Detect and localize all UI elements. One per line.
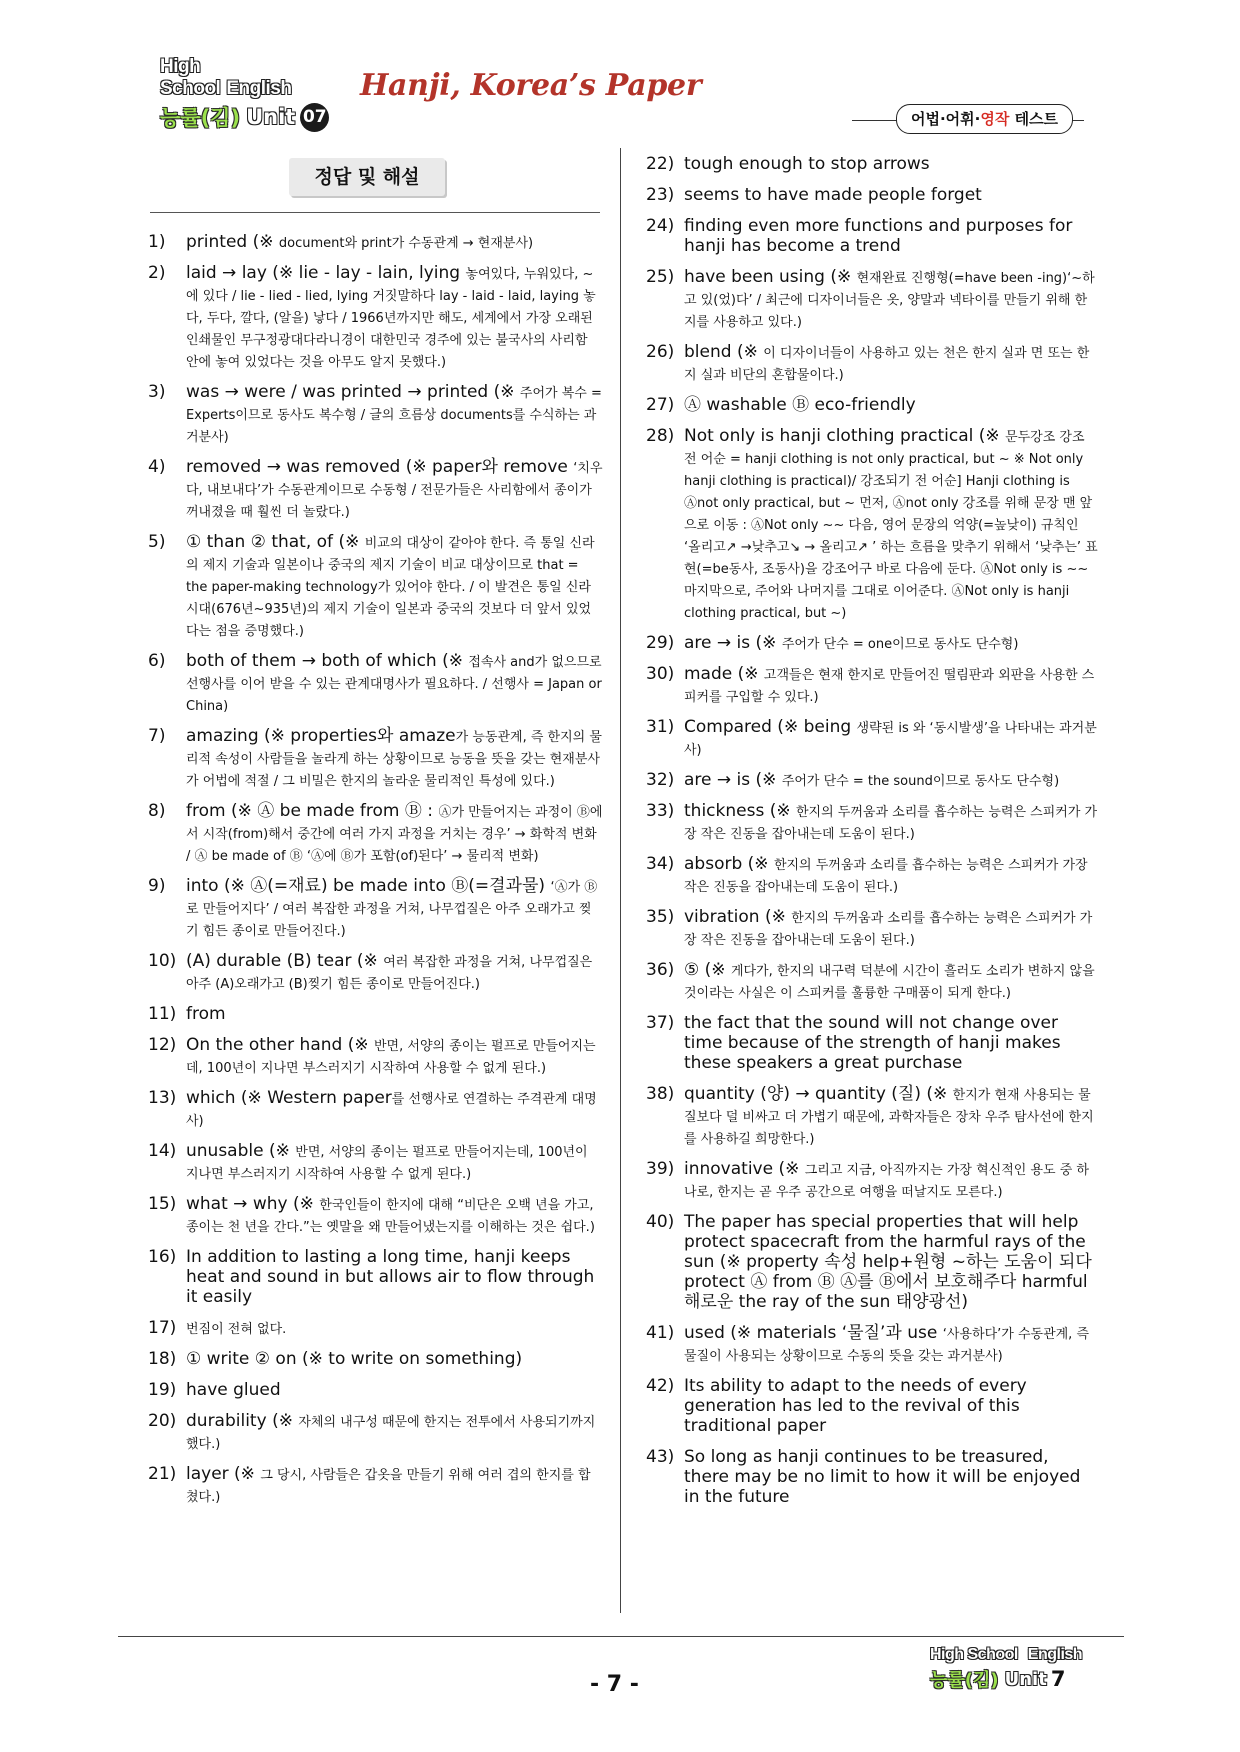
answer-text: printed (※ [186, 232, 279, 252]
answer-number: 20) [148, 1411, 177, 1431]
answer-text: So long as hanji continues to be treasured, there may be no limit to how it will be enjoyed in the future [684, 1447, 1081, 1507]
test-label-suffix: 테스트 [1009, 110, 1059, 128]
answer-number: 11) [148, 1004, 177, 1024]
answer-note: 주어가 단수 = the sound이므로 동사도 단수형) [781, 774, 1060, 789]
answer-text: are → is (※ [684, 770, 782, 790]
answer-item [646, 907, 1098, 951]
answer-item [148, 726, 603, 792]
brand-high-school: High School [160, 56, 221, 99]
answer-item [148, 951, 603, 995]
column-divider [620, 148, 621, 1613]
brand-bottom [160, 102, 330, 132]
answer-number: 16) [148, 1247, 177, 1267]
answer-text: which (※ Western paper [186, 1088, 392, 1108]
answers-right-column [646, 154, 1098, 1518]
answer-note: 자체의 내구성 때문에 한지는 전투에서 사용되기까지 했다.) [186, 1415, 596, 1452]
answer-item [646, 342, 1098, 386]
answer-text: blend (※ [684, 342, 764, 362]
answer-note: Ⓐ가 만들어지는 과정이 Ⓑ에서 시작(from)해서 중간에 여러 가지 과정을 거치는 경우’ → 화학적 변화 / Ⓐ be made of Ⓑ ‘Ⓐ에 Ⓑ가 포함(of)된다’ → 물리적 변화) [186, 805, 603, 864]
answer-item [646, 1084, 1098, 1150]
answer-text: used (※ materials ‘물질’과 use [684, 1323, 943, 1343]
answer-note: 반면, 서양의 종이는 펄프로 만들어지는데, 100년이 지나면 부스러지기 시작하여 사용할 수 없게 된다.) [186, 1145, 588, 1182]
answer-text: layer (※ [186, 1464, 261, 1484]
answer-text: Not only is hanji clothing practical (※ [684, 426, 1006, 446]
answer-number: 19) [148, 1380, 177, 1400]
answer-note: 이 디자이너들이 사용하고 있는 천은 한지 실과 면 또는 한지 실과 비단의 혼합물이다.) [684, 346, 1090, 383]
answer-item [646, 185, 1098, 207]
answer-item [148, 263, 603, 373]
footer-unit-number: 7 [1050, 1667, 1066, 1691]
answer-item [148, 1318, 603, 1340]
answer-item [646, 1447, 1098, 1509]
answer-text: unusable (※ [186, 1141, 296, 1161]
answer-text: seems to have made people forget [684, 185, 982, 205]
answer-number: 35) [646, 907, 675, 927]
brand-unit: Unit [246, 105, 296, 129]
answer-text: thickness (※ [684, 801, 796, 821]
footer-brand-unit: Unit [1004, 1668, 1047, 1690]
answer-text: On the other hand (※ [186, 1035, 374, 1055]
answer-number: 26) [646, 342, 675, 362]
answer-number: 37) [646, 1013, 675, 1033]
unit-number-badge: 07 [300, 103, 329, 132]
answer-note: 주어가 단수 = one이므로 동사도 단수형) [781, 637, 1019, 652]
answer-number: 22) [646, 154, 675, 174]
answer-note: 한국인들이 한지에 대해 “비단은 오백 년을 가고, 종이는 천 년을 간다.”는 옛말을 왜 만들어냈는지를 이해하는 것은 쉽다.) [186, 1198, 595, 1235]
answer-item [148, 1088, 603, 1132]
answer-number: 3) [148, 382, 166, 402]
answer-number: 17) [148, 1318, 177, 1338]
answer-number: 7) [148, 726, 166, 746]
answer-text: durability (※ [186, 1411, 299, 1431]
answer-number: 8) [148, 801, 166, 821]
answer-number: 18) [148, 1349, 177, 1369]
answer-text: quantity (양) → quantity (질) (※ [684, 1084, 953, 1104]
answer-note: 그리고 지금, 아직까지는 가장 혁신적인 용도 중 하나로, 한지는 곧 우주 공간으로 여행을 떠날지도 모른다.) [684, 1163, 1089, 1200]
answer-text: from [186, 1004, 226, 1024]
answer-text: vibration (※ [684, 907, 792, 927]
answer-text: absorb (※ [684, 854, 774, 874]
test-label [896, 104, 1073, 134]
answer-note: 를 선행사로 연결하는 주격관계 대명사) [186, 1092, 597, 1129]
answer-item [646, 770, 1098, 792]
answer-note: 한지가 현재 사용되는 물질보다 덜 비싸고 더 가볍기 때문에, 과학자들은 장차 우주 탐사선에 한지를 사용하길 희망한다.) [684, 1088, 1094, 1147]
answer-item [148, 1349, 603, 1371]
answer-number: 36) [646, 960, 675, 980]
footer-brand-top [930, 1646, 1088, 1664]
answer-note: 한지의 두꺼움과 소리를 흡수하는 능력은 스피커가 가장 작은 진동을 잡아내는데 도움이 된다.) [684, 911, 1093, 948]
answer-item [148, 1141, 603, 1185]
answer-number: 25) [646, 267, 675, 287]
answer-number: 39) [646, 1159, 675, 1179]
answer-note: 비교의 대상이 같아야 한다. 즉 통일 신라의 제지 기술과 일본이나 중국의 제지 기술이 비교 대상이므로 that = the paper-making technology가 있어야 한다. / 이 발견은 통일 신라 시대(676년~935년)의 제지 기술이 일본과 중국의 것보다 더 앞서 있었다는 점을 증명했다.) [186, 536, 595, 639]
answer-text: amazing (※ properties와 amaze [186, 726, 456, 746]
answer-text: what → why (※ [186, 1194, 320, 1214]
answer-item [148, 801, 603, 867]
answer-item [148, 1411, 603, 1455]
answer-item [646, 801, 1098, 845]
answer-number: 38) [646, 1084, 675, 1104]
answer-number: 10) [148, 951, 177, 971]
answer-item [148, 1380, 603, 1402]
answer-item [646, 664, 1098, 708]
test-label-prefix: 어법·어휘· [911, 110, 981, 128]
answer-item [646, 1323, 1098, 1367]
answer-number: 5) [148, 532, 166, 552]
answer-section-title: 정답 및 해설 [289, 158, 445, 196]
answer-item [646, 1376, 1098, 1438]
answer-note: 가 능동관계, 즉 한지의 물리적 속성이 사람들을 놀라게 하는 상황이므로 능동을 뜻을 갖는 현재분사가 어법에 적절 / 그 비밀은 한지의 놀라운 물리적인 특성에 있다.) [186, 730, 602, 789]
answer-number: 33) [646, 801, 675, 821]
answer-item [148, 232, 603, 254]
lesson-title: Hanji, Korea’s Paper [360, 68, 702, 103]
answer-item [646, 717, 1098, 761]
answer-number: 30) [646, 664, 675, 684]
answer-number: 23) [646, 185, 675, 205]
answer-number: 41) [646, 1323, 675, 1343]
answer-number: 43) [646, 1447, 675, 1467]
answer-note: 주어가 복수 = Experts이므로 동사도 복수형 / 글의 흐름상 documents를 수식하는 과거분사) [186, 386, 602, 445]
brand-logo [160, 56, 330, 132]
section-rule [150, 212, 600, 213]
brand-english: English [226, 78, 292, 99]
answer-number: 9) [148, 876, 166, 896]
answer-note: 그 당시, 사람들은 갑옷을 만들기 위해 여러 겹의 한지를 합쳤다.) [186, 1468, 591, 1505]
answer-number: 31) [646, 717, 675, 737]
answer-text: was → were / was printed → printed (※ [186, 382, 520, 402]
footer-divider [118, 1636, 1124, 1637]
answer-note: 놓여있다, 누워있다, ~에 있다 / lie - lied - lied, lying 거짓말하다 lay - laid - laid, laying 놓다, 두다, 깔다, (알을) 낳다 / 1966년까지만 해도, 세계에서 가장 오래된 인쇄물인 무구정광대다라니경이 대한민국 경주에 있는 불국사의 사리함 안에 놓여 있었다는 것을 아무도 알지 못했다.) [186, 267, 596, 370]
answer-number: 28) [646, 426, 675, 446]
answer-number: 34) [646, 854, 675, 874]
answer-text: Ⓐ washable Ⓑ eco-friendly [684, 395, 916, 415]
answer-text: finding even more functions and purposes for hanji has become a trend [684, 216, 1073, 256]
answer-text: Compared (※ being [684, 717, 857, 737]
answer-item [148, 532, 603, 642]
answer-text: ① write ② on (※ to write on something) [186, 1349, 523, 1369]
answer-text: innovative (※ [684, 1159, 805, 1179]
answer-note: 여러 복잡한 과정을 거쳐, 나무껍질은 아주 (A)오래가고 (B)찢기 힘든 종이로 만들어진다.) [186, 955, 593, 992]
answer-text: The paper has special properties that will help protect spacecraft from the harmful rays of the sun (※ property 속성 help+원형 ~하는 도움이 되다 protect Ⓐ from Ⓑ Ⓐ를 Ⓑ에서 보호해주다 harmful 해로운 the ray of the sun 태양광선) [684, 1212, 1092, 1312]
answer-item [646, 1013, 1098, 1075]
answer-text: Its ability to adapt to the needs of every generation has led to the revival of this traditional paper [684, 1376, 1027, 1436]
answer-number: 2) [148, 263, 166, 283]
answer-number: 14) [148, 1141, 177, 1161]
answer-text: made (※ [684, 664, 764, 684]
answer-note: 게다가, 한지의 내구력 덕분에 시간이 흘러도 소리가 변하지 않을 것이라는 사실은 이 스피커를 훌륭한 구매품이 되게 한다.) [684, 964, 1095, 1001]
answer-text: into (※ Ⓐ(=재료) be made into Ⓑ(=결과물) [186, 876, 551, 896]
answer-item [148, 1464, 603, 1508]
answer-note: 반면, 서양의 종이는 펄프로 만들어지는데, 100년이 지나면 부스러지기 시작하여 사용할 수 없게 된다.) [186, 1039, 596, 1076]
answer-item [646, 267, 1098, 333]
answer-item [646, 854, 1098, 898]
answer-note: 번짐이 전혀 없다. [186, 1322, 287, 1337]
answer-text: removed → was removed (※ paper와 remove [186, 457, 574, 477]
answer-item [148, 1194, 603, 1238]
answer-number: 6) [148, 651, 166, 671]
footer-brand-english: English [1027, 1646, 1083, 1663]
answer-note: ‘Ⓐ가 Ⓑ로 만들어지다’ / 여러 복잡한 과정을 거쳐, 나무껍질은 아주 오래가고 찢기 힘든 종이로 만들어진다.) [186, 880, 598, 939]
answer-item [646, 154, 1098, 176]
answer-note: 현재완료 진행형(=have been -ing)‘~하고 있(었)다’ / 최근에 디자이너들은 옷, 양말과 넥타이를 만들기 위해 한지를 사용하고 있다.) [684, 271, 1095, 330]
footer-brand-korean: 능률(김) [930, 1670, 999, 1691]
answer-note: ‘치우다, 내보내다’가 수동관계이므로 수동형 / 전문가들은 사리함에서 종이가 꺼내졌을 때 훨씬 더 놀랐다.) [186, 461, 603, 520]
answer-note: ‘사용하다’가 수동관계, 즉 물질이 사용되는 상황이므로 수동의 뜻을 갖는 과거분사) [684, 1327, 1090, 1364]
answer-text: (A) durable (B) tear (※ [186, 951, 384, 971]
answer-note: document와 print가 수동관계 → 현재분사) [278, 236, 534, 251]
test-label-highlight: 영작 [980, 110, 1010, 128]
answer-item [646, 633, 1098, 655]
answer-note: 문두강조 강조 전 어순 = hanji clothing is not only practical, but ~ ※ Not only hanji clothing is practical)/ 강조되기 전 어순] Hanji clothing is Ⓐnot only practical, but ~ 먼저, Ⓐnot only 강조를 위해 문장 맨 앞으로 이동 : ⒶNot only ~~ 다음, 영어 문장의 억양(=높낮이) 규칙인 ‘올리고↗ →낮추고↘ → 올리고↗ ’ 하는 흐름을 맞추기 위해서 ‘낮추는’ 표현(=be동사, 조동사)을 강조어구 바로 다음에 둔다. ⒶNot only is ~~마지막으로, 주어와 나머지를 그대로 이어준다. ⒶNot only is hanji clothing practical, but ~) [684, 430, 1098, 621]
answer-text: from (※ Ⓐ be made from Ⓑ : [186, 801, 439, 821]
brand-korean: 능률(김) [160, 106, 241, 130]
answer-number: 40) [646, 1212, 675, 1232]
answer-number: 21) [148, 1464, 177, 1484]
answer-item [148, 1247, 603, 1309]
page-number: - 7 - [590, 1672, 639, 1697]
answer-text: ① than ② that, of (※ [186, 532, 365, 552]
answer-number: 15) [148, 1194, 177, 1214]
answer-text: have been using (※ [684, 267, 857, 287]
answer-item [646, 216, 1098, 258]
answer-item [148, 651, 603, 717]
footer-brand [930, 1646, 1088, 1692]
answer-note: 한지의 두꺼움과 소리를 흡수하는 능력은 스피커가 가장 작은 진동을 잡아내는데 도움이 된다.) [684, 858, 1088, 895]
answer-note: 한지의 두꺼움과 소리를 흡수하는 능력은 스피커가 가장 작은 진동을 잡아내는데 도움이 된다.) [684, 805, 1098, 842]
answer-number: 27) [646, 395, 675, 415]
answer-text: tough enough to stop arrows [684, 154, 930, 174]
footer-brand-bottom [930, 1666, 1088, 1692]
answer-item [148, 876, 603, 942]
answers-left-column [148, 232, 603, 1517]
answer-item [148, 1035, 603, 1079]
answer-item [646, 426, 1098, 624]
brand-top-text [160, 56, 330, 100]
answer-number: 24) [646, 216, 675, 236]
answer-text: ⑤ (※ [684, 960, 731, 980]
answer-item [148, 382, 603, 448]
answer-text: In addition to lasting a long time, hanji keeps heat and sound in but allows air to flow through it easily [186, 1247, 595, 1307]
answer-note: 고객들은 현재 한지로 만들어진 떨림판과 외판을 사용한 스피커를 구입할 수 있다.) [684, 668, 1095, 705]
answer-text: both of them → both of which (※ [186, 651, 469, 671]
answer-note: 생략된 is 와 ‘동시발생’을 나타내는 과거분사) [684, 721, 1097, 758]
answer-item [646, 960, 1098, 1004]
answer-text: the fact that the sound will not change over time because of the strength of hanji makes these speakers a great purchase [684, 1013, 1061, 1073]
answer-number: 1) [148, 232, 166, 252]
answer-text: have glued [186, 1380, 281, 1400]
answer-number: 13) [148, 1088, 177, 1108]
answer-item [148, 457, 603, 523]
answer-note: 접속사 and가 없으므로 선행사를 이어 받을 수 있는 관계대명사가 필요하다. / 선행사 = Japan or China) [186, 655, 602, 714]
answer-text: laid → lay (※ lie - lay - lain, lying [186, 263, 466, 283]
answer-item [646, 1159, 1098, 1203]
answer-number: 4) [148, 457, 166, 477]
answer-item [646, 395, 1098, 417]
answer-item [148, 1004, 603, 1026]
answer-number: 42) [646, 1376, 675, 1396]
answer-number: 12) [148, 1035, 177, 1055]
answer-item [646, 1212, 1098, 1314]
answer-number: 29) [646, 633, 675, 653]
answer-text: are → is (※ [684, 633, 782, 653]
footer-brand-high-school: High School [930, 1646, 1018, 1663]
answer-number: 32) [646, 770, 675, 790]
